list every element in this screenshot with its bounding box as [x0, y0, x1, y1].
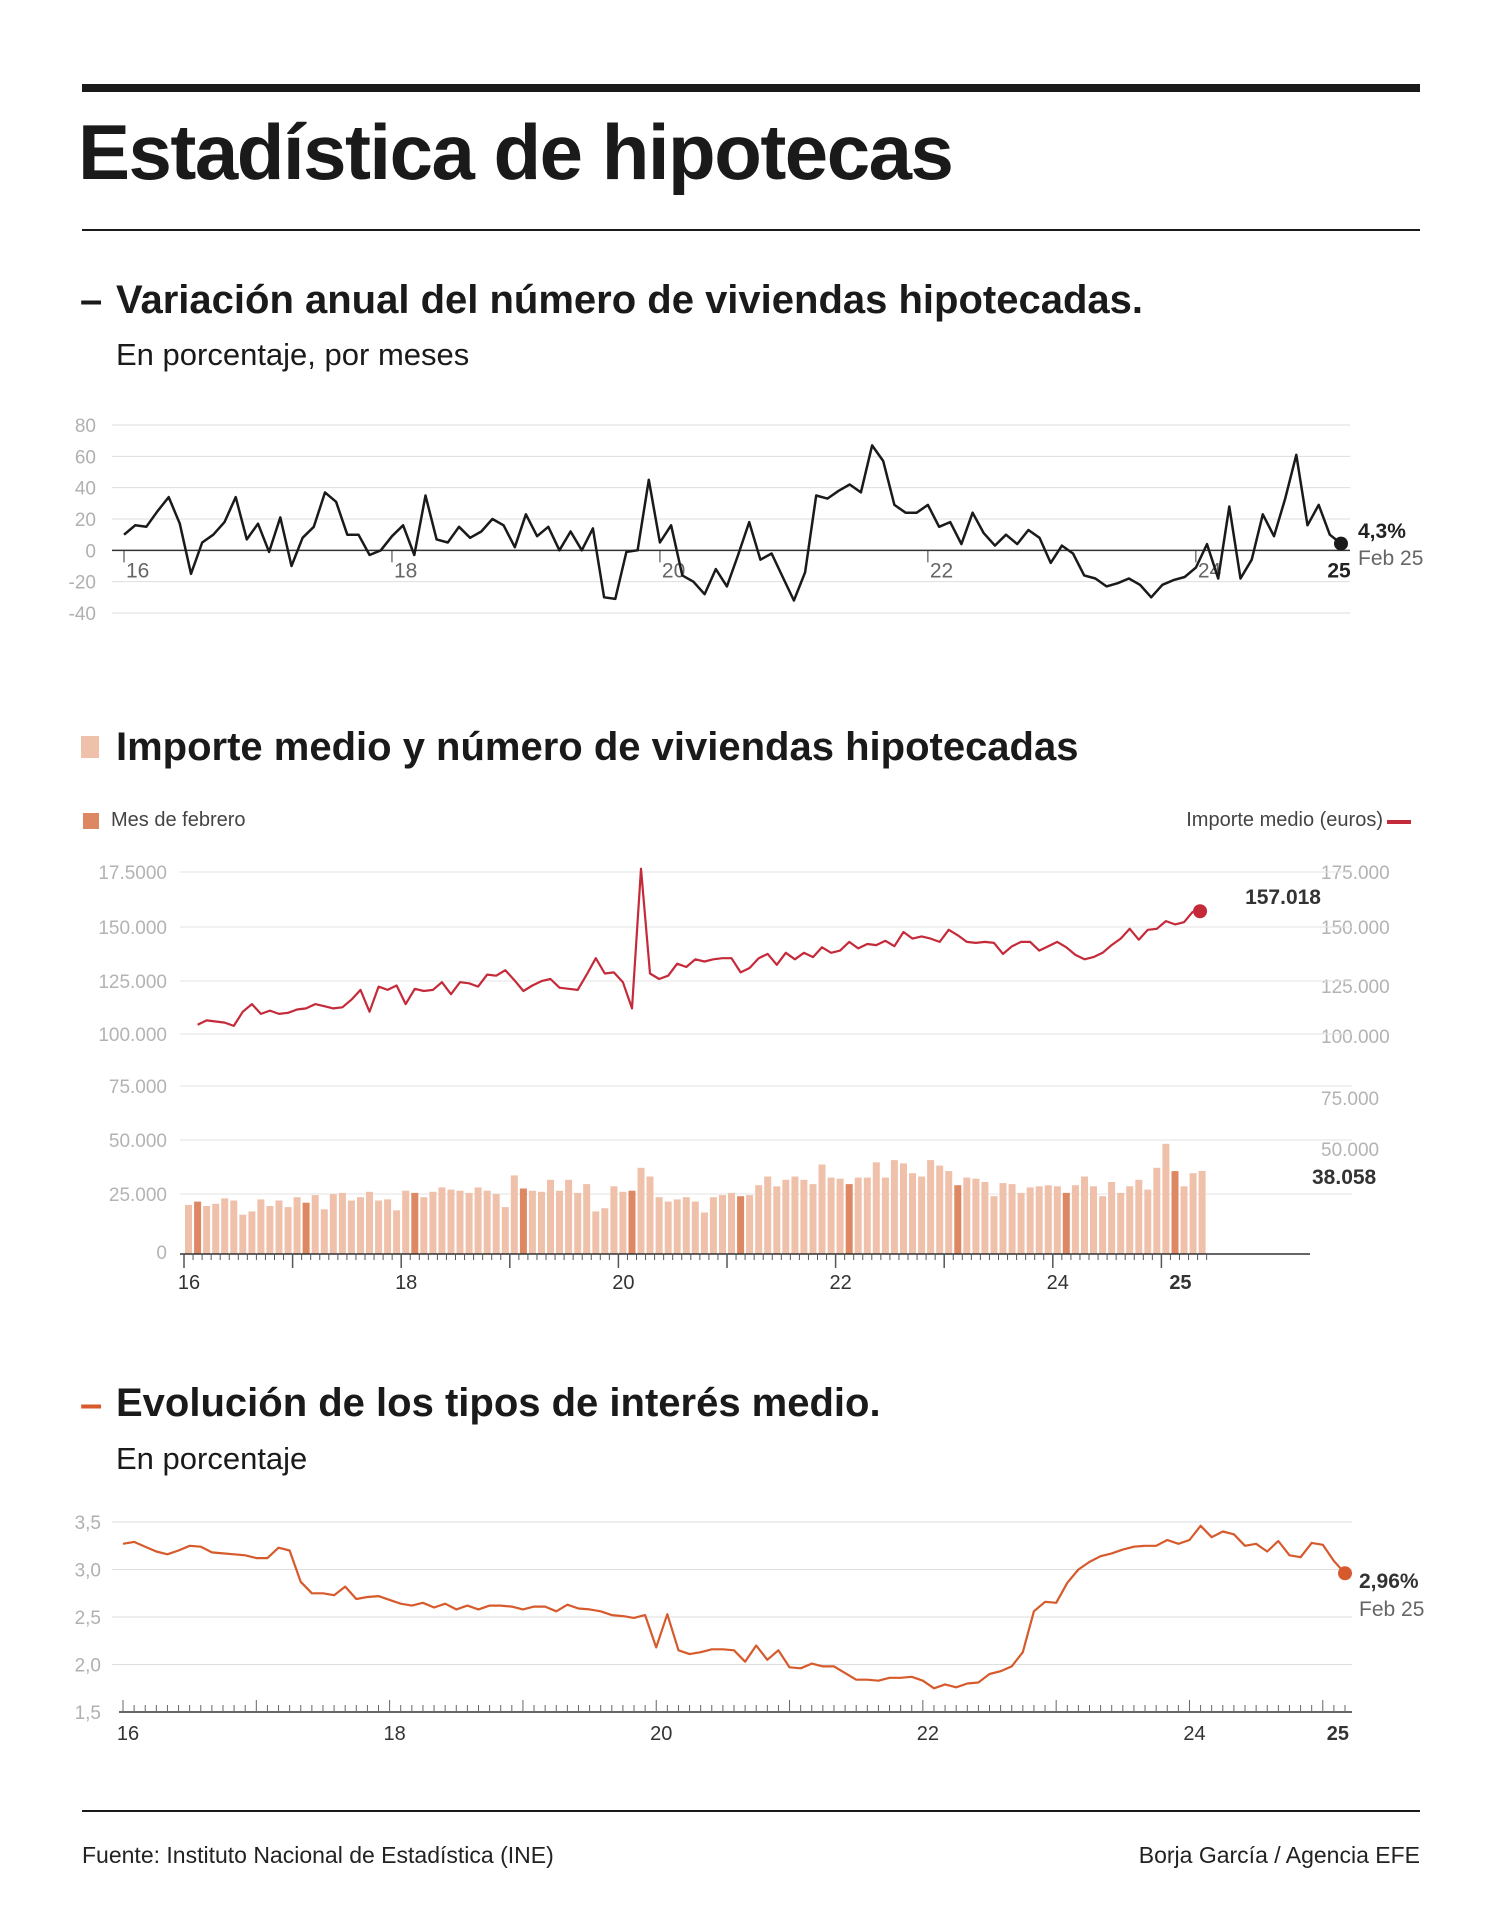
bar	[773, 1186, 780, 1254]
bar	[276, 1201, 283, 1255]
bar	[710, 1197, 717, 1254]
bar	[511, 1175, 518, 1254]
legend-importe-swatch	[1387, 820, 1411, 824]
bar	[438, 1187, 445, 1254]
bar	[991, 1196, 998, 1254]
section3-subtitle: En porcentaje	[116, 1441, 308, 1476]
bar	[1081, 1177, 1088, 1255]
bar	[1036, 1186, 1043, 1254]
bar	[819, 1165, 826, 1255]
bar	[185, 1205, 192, 1254]
x-tick-label: 20	[612, 1272, 635, 1294]
legend-february-swatch	[83, 813, 99, 829]
bar	[556, 1191, 563, 1254]
bar	[638, 1168, 645, 1254]
bar-february	[954, 1185, 961, 1254]
importe-chart	[0, 850, 1497, 1300]
bar	[221, 1198, 228, 1254]
bar	[502, 1207, 509, 1254]
tipos-chart	[0, 1500, 1497, 1750]
bar	[565, 1180, 572, 1254]
bar	[212, 1204, 219, 1254]
bar	[656, 1197, 663, 1254]
bar	[728, 1193, 735, 1254]
bar	[312, 1195, 319, 1254]
bar-february	[520, 1189, 527, 1255]
section3-marker: –	[80, 1382, 103, 1426]
footer-source: Fuente: Instituto Nacional de Estadística (INE)	[82, 1842, 554, 1868]
x-tick-label: 16	[116, 1723, 140, 1745]
x-tick-label: 25	[1169, 1272, 1192, 1294]
bar	[1099, 1196, 1106, 1254]
bar	[746, 1195, 753, 1254]
bar	[1144, 1190, 1151, 1254]
last-date-label: Feb 25	[1358, 547, 1424, 570]
bar	[330, 1194, 337, 1254]
bar	[1090, 1186, 1097, 1254]
bar	[755, 1185, 762, 1254]
y-right-tick-label: 100.000	[1321, 1027, 1390, 1048]
variacion-chart	[0, 400, 1497, 660]
y-right-tick-label: 50.000	[1321, 1140, 1380, 1161]
bar	[610, 1186, 617, 1254]
bar	[981, 1182, 988, 1254]
tipos-last-point-marker	[1338, 1566, 1352, 1580]
y-right-tick-label: 125.000	[1321, 977, 1390, 998]
bar	[855, 1178, 862, 1254]
bar	[1018, 1193, 1025, 1254]
title-divider	[82, 229, 1420, 231]
x-tick-label: 22	[916, 1723, 939, 1745]
x-tick-label: 20	[650, 1723, 673, 1745]
bar-february	[411, 1193, 418, 1254]
bar	[909, 1173, 916, 1254]
bar	[1126, 1186, 1133, 1254]
bar	[321, 1209, 328, 1254]
bar	[457, 1191, 464, 1254]
y-tick-label: -20	[68, 572, 96, 594]
bar	[420, 1197, 427, 1254]
bar	[1045, 1185, 1052, 1254]
importe-series-line	[198, 869, 1194, 1026]
y-tick-label: 20	[74, 510, 96, 531]
y-tick-label: 2,5	[74, 1608, 101, 1629]
bar	[239, 1215, 246, 1254]
section1-subtitle: En porcentaje, por meses	[116, 337, 470, 372]
bar	[538, 1192, 545, 1254]
bar	[1162, 1144, 1169, 1254]
bar-february	[846, 1184, 853, 1254]
x-tick-label: 18	[393, 559, 418, 583]
bar	[1153, 1168, 1160, 1254]
bar	[619, 1192, 626, 1254]
bar	[764, 1177, 771, 1255]
bar	[972, 1179, 979, 1254]
x-tick-label: 18	[383, 1723, 406, 1745]
bar	[1054, 1186, 1061, 1254]
bar	[1199, 1171, 1206, 1254]
tipos-series-line	[123, 1526, 1345, 1689]
bar	[547, 1180, 554, 1254]
bar	[339, 1193, 346, 1254]
tipos-last-date-label: Feb 25	[1359, 1598, 1425, 1621]
bar	[375, 1201, 382, 1255]
bar	[828, 1178, 835, 1254]
y-tick-label: 2,0	[74, 1655, 101, 1677]
bar	[665, 1202, 672, 1254]
bar	[782, 1180, 789, 1254]
bar	[466, 1193, 473, 1254]
bar	[837, 1179, 844, 1254]
top-rule	[82, 84, 1420, 92]
y-left-tick-label: 125.000	[98, 972, 167, 993]
bar-february	[194, 1202, 201, 1254]
bar	[1027, 1187, 1034, 1254]
bar	[647, 1177, 654, 1255]
x-tick-label: 25	[1327, 559, 1351, 583]
last-point-marker	[1334, 537, 1348, 551]
x-tick-label: 16	[126, 559, 150, 583]
bar	[285, 1207, 292, 1254]
bar	[683, 1197, 690, 1254]
bar	[810, 1184, 817, 1254]
bar	[448, 1190, 455, 1254]
bar	[257, 1199, 264, 1254]
tipos-last-value-label: 2,96%	[1359, 1570, 1419, 1593]
bar	[945, 1171, 952, 1254]
bar	[864, 1178, 871, 1254]
bar	[1108, 1182, 1115, 1254]
bar	[1190, 1173, 1197, 1254]
section2-title: Importe medio y número de viviendas hipotecadas	[116, 725, 1079, 769]
bar-february	[629, 1191, 636, 1254]
bar	[493, 1194, 500, 1254]
bar-february	[737, 1196, 744, 1254]
bar	[800, 1180, 807, 1254]
y-tick-label: 3,0	[74, 1560, 101, 1582]
bar	[891, 1160, 898, 1254]
footer-divider	[82, 1810, 1420, 1812]
bar	[384, 1199, 391, 1254]
bar	[574, 1193, 581, 1254]
footer-credit: Borja García / Agencia EFE	[1138, 1842, 1420, 1868]
bar	[348, 1201, 355, 1255]
x-tick-label: 18	[395, 1272, 418, 1294]
bar	[900, 1163, 907, 1254]
y-left-tick-label: 0	[156, 1243, 167, 1264]
bar	[1117, 1193, 1124, 1254]
x-tick-label: 25	[1326, 1723, 1350, 1745]
bar-february	[1172, 1171, 1179, 1254]
x-tick-label: 22	[929, 559, 954, 583]
y-right-tick-label: 75.000	[1321, 1089, 1380, 1110]
bar	[484, 1191, 491, 1254]
y-tick-label: 1,5	[74, 1703, 101, 1724]
section3-title: Evolución de los tipos de interés medio.	[116, 1381, 881, 1425]
bar	[294, 1197, 301, 1254]
x-tick-label: 24	[1183, 1723, 1206, 1745]
bar	[475, 1187, 482, 1254]
y-left-tick-label: 17.5000	[98, 863, 167, 884]
x-tick-label: 16	[177, 1272, 201, 1294]
bar	[402, 1191, 409, 1254]
bar	[1135, 1180, 1142, 1254]
bar-february	[303, 1203, 310, 1254]
bar	[429, 1192, 436, 1254]
x-tick-label: 24	[1046, 1272, 1069, 1294]
page-title: Estadística de hipotecas	[78, 108, 953, 196]
bar	[592, 1211, 599, 1254]
bar	[529, 1191, 536, 1254]
y-tick-label: 3,5	[74, 1513, 101, 1534]
importe-last-value-label: 157.018	[1245, 886, 1321, 909]
bar	[393, 1210, 400, 1254]
y-right-tick-label: 150.000	[1321, 918, 1390, 939]
y-tick-label: 40	[74, 478, 96, 500]
y-left-tick-label: 75.000	[108, 1077, 167, 1098]
bar	[601, 1208, 608, 1254]
bar	[692, 1202, 699, 1254]
legend-february-label: Mes de febrero	[111, 809, 246, 831]
bar	[719, 1195, 726, 1254]
legend-importe-label: Importe medio (euros)	[1186, 809, 1383, 831]
bar	[583, 1184, 590, 1254]
y-left-tick-label: 100.000	[98, 1025, 167, 1046]
section1-marker: –	[80, 278, 103, 322]
bar	[882, 1178, 889, 1254]
y-tick-label: 0	[85, 541, 96, 563]
x-tick-label: 20	[661, 559, 686, 583]
bar	[701, 1213, 708, 1255]
y-tick-label: 60	[74, 447, 96, 469]
bar	[963, 1178, 970, 1254]
bar	[357, 1197, 364, 1254]
bar	[1181, 1186, 1188, 1254]
bar	[927, 1160, 934, 1254]
y-right-tick-label: 175.000	[1321, 863, 1390, 884]
variacion-series-line	[124, 445, 1341, 600]
y-left-tick-label: 150.000	[98, 918, 167, 939]
x-tick-label: 24	[1197, 559, 1222, 583]
bar	[873, 1162, 880, 1254]
bar-february	[1063, 1193, 1070, 1254]
bar	[366, 1192, 373, 1254]
bar	[248, 1211, 255, 1254]
importe-last-point-marker	[1193, 904, 1207, 918]
x-tick-label: 22	[829, 1272, 852, 1294]
y-left-tick-label: 25.000	[108, 1185, 167, 1206]
bar	[918, 1177, 925, 1255]
section1-title: Variación anual del número de viviendas hipotecadas.	[116, 278, 1144, 322]
bar	[936, 1166, 943, 1254]
last-value-label: 4,3%	[1358, 520, 1406, 543]
y-tick-label: 80	[74, 416, 96, 437]
bar	[1009, 1184, 1016, 1254]
bar	[674, 1199, 681, 1254]
bar	[1000, 1183, 1007, 1254]
bar	[230, 1201, 237, 1255]
bar	[791, 1177, 798, 1255]
bar	[203, 1206, 210, 1254]
y-left-tick-label: 50.000	[108, 1131, 167, 1152]
bar	[1072, 1185, 1079, 1254]
bar	[266, 1206, 273, 1254]
y-tick-label: -40	[68, 604, 96, 625]
bars-last-value-label: 38.058	[1312, 1166, 1377, 1189]
section2-marker	[81, 736, 99, 758]
